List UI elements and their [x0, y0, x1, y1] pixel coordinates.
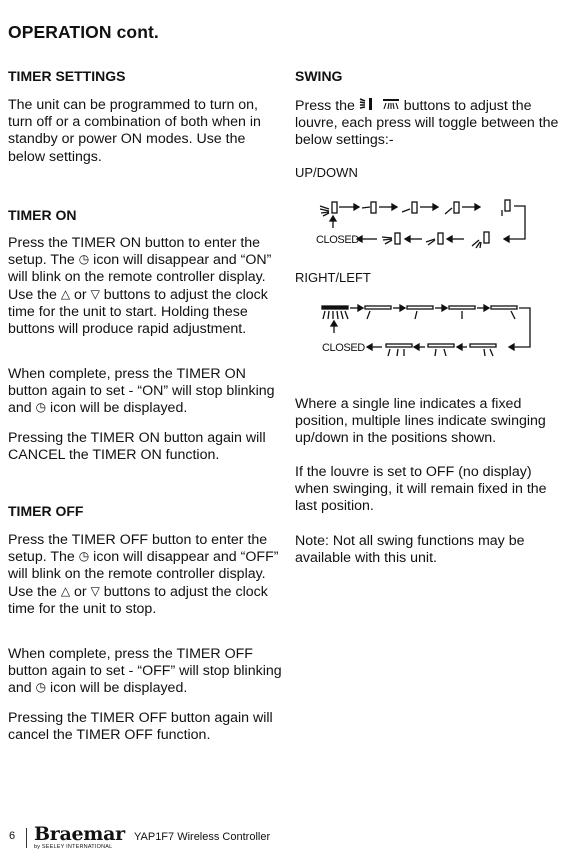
timer-off-cancel: Pressing the TIMER OFF button again will cancel the TIMER OFF function. [8, 710, 273, 744]
timer-on-instructions [8, 235, 286, 338]
text: Press the TIMER OFF button to enter the setup. The [8, 532, 268, 566]
closed-label-rightleft: CLOSED [322, 342, 365, 354]
clock-icon: ◷ [78, 252, 90, 267]
louvre-position-2-icon [402, 202, 417, 213]
louvre-lr-center-icon [449, 306, 475, 319]
footer-divider [26, 828, 27, 848]
text: Press the [295, 98, 359, 114]
down-triangle-icon: ▽ [90, 286, 100, 301]
text: When complete, press the TIMER ON button again to set - “ON” will stop blinking and [8, 366, 275, 417]
louvre-lr-left-icon [365, 306, 391, 319]
louvre-lr-partial-right-icon [470, 344, 496, 356]
swing-updown-icon [359, 97, 374, 112]
swing-explanation: Where a single line indicates a fixed position, multiple lines indicate swinging up/down in the positions shown. [295, 396, 546, 447]
louvre-swing-mid-icon [426, 233, 443, 245]
louvre-lr-swing-icon [322, 306, 348, 319]
text: icon will disappear and “OFF” will blink on the remote controller display. Use the [8, 549, 279, 600]
timer-on-cancel: Pressing the TIMER ON button again will CANCEL the TIMER ON function. [8, 430, 266, 464]
text: or [70, 583, 91, 600]
up-triangle-icon: △ [60, 583, 71, 598]
rightleft-label: RIGHT/LEFT [295, 270, 371, 285]
swing-off-note: If the louvre is set to OFF (no display) when swinging, it will remain fixed in the last position. [295, 464, 547, 515]
text: When complete, press the TIMER OFF button again to set - “OFF” will stop blinking and [8, 646, 282, 697]
text: or [70, 286, 91, 303]
model-label: YAP1F7 Wireless Controller [134, 831, 271, 843]
clock-icon: ◷ [35, 400, 47, 415]
louvre-position-3-icon [445, 202, 459, 214]
text: icon will disappear and “ON” will blink on the remote controller display. Use the [8, 252, 272, 303]
up-triangle-icon: △ [60, 286, 71, 301]
page-number: 6 [9, 830, 16, 842]
text: icon will be displayed. [46, 400, 188, 417]
text: Press the TIMER ON button to enter the setup. The [8, 235, 261, 269]
louvre-lr-right-icon [491, 306, 517, 319]
louvre-lr-center-left-icon [407, 306, 433, 319]
louvre-lr-partial-center-icon [428, 344, 454, 356]
timer-off-complete [8, 646, 286, 698]
clock-icon: ◷ [78, 549, 90, 564]
rightleft-sequence-diagram [318, 299, 538, 359]
brand-logo: Braemar [34, 823, 125, 845]
louvre-swing-down-icon [472, 232, 489, 248]
timer-on-complete [8, 366, 286, 418]
louvre-lr-partial-left-icon [386, 344, 412, 356]
swing-heading: SWING [295, 68, 343, 84]
timer-on-heading: TIMER ON [8, 207, 77, 223]
text: buttons to adjust the louvre, each press will toggle between the below settings:- [295, 98, 559, 149]
timer-settings-body: The unit can be programmed to turn on, turn off or a combination of both when in standby or power ON modes. Use the below settings. [8, 97, 261, 165]
page-title: OPERATION cont. [8, 22, 159, 42]
swing-intro [295, 97, 563, 150]
closed-label-updown: CLOSED [316, 234, 359, 246]
timer-off-instructions [8, 532, 286, 618]
text: buttons to adjust the clock time for the unit to start. Holding these buttons will produce rapid adjustment. [8, 286, 268, 338]
swing-availability-note: Note: Not all swing functions may be available with this unit. [295, 533, 525, 567]
louvre-position-1-icon [362, 202, 376, 213]
updown-label: UP/DOWN [295, 165, 358, 180]
brand-subtitle: by SEELEY INTERNATIONAL [34, 844, 113, 850]
timer-settings-heading: TIMER SETTINGS [8, 68, 126, 84]
down-triangle-icon: ▽ [90, 583, 100, 598]
louvre-swing-lower-icon [382, 233, 400, 244]
text: buttons to adjust the clock time for the unit to stop. [8, 583, 268, 617]
text: icon will be displayed. [46, 680, 188, 697]
louvre-swing-full-icon [320, 202, 337, 216]
clock-icon: ◷ [35, 680, 47, 695]
louvre-position-4-icon [502, 200, 510, 216]
swing-leftright-icon [382, 98, 400, 111]
timer-off-heading: TIMER OFF [8, 503, 84, 519]
updown-sequence-diagram [312, 192, 538, 250]
